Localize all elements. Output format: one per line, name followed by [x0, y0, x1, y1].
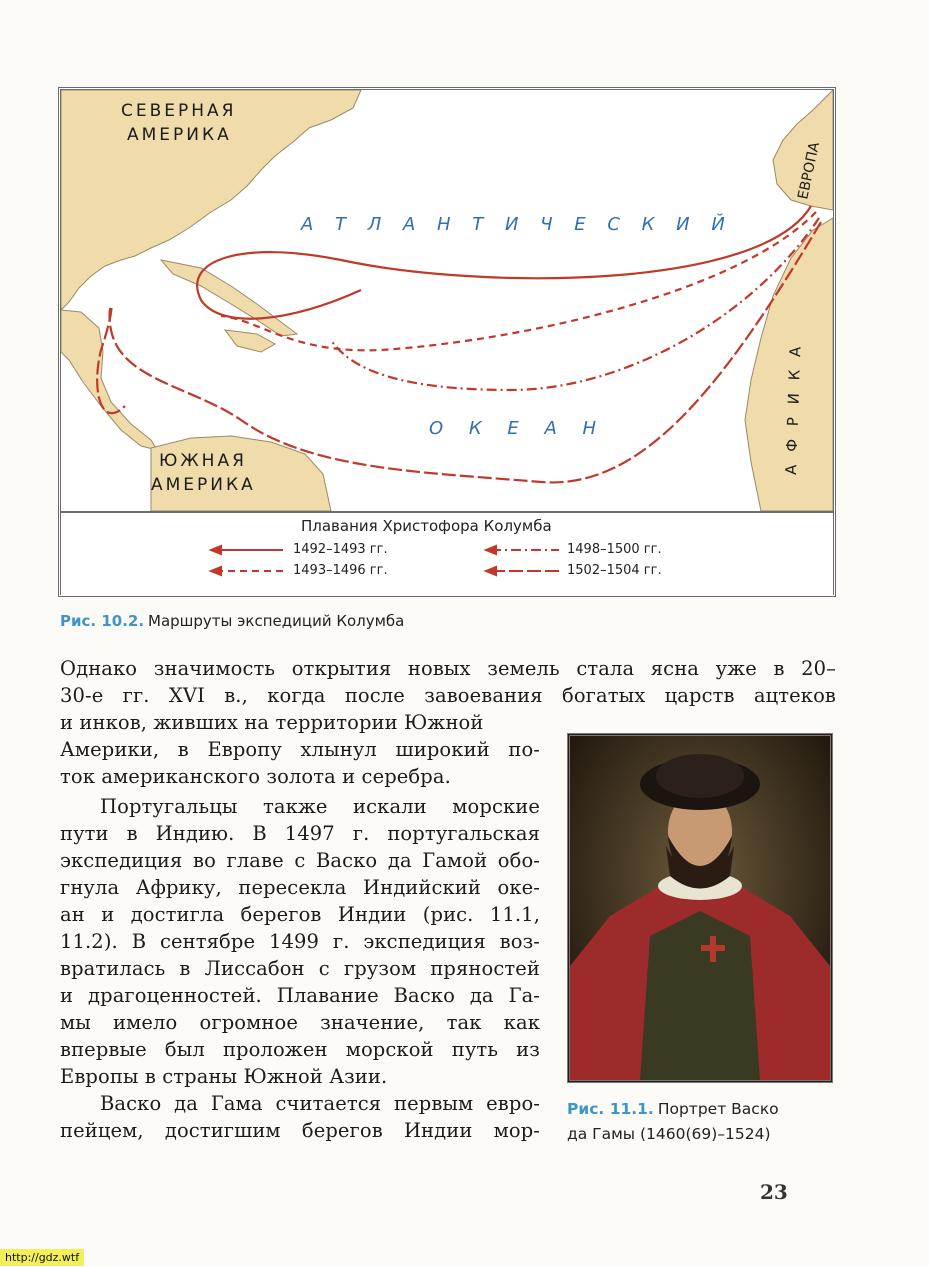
figure-10-2-number: Рис. 10.2. — [60, 612, 145, 630]
body-line-2: 30-е гг. XVI в., когда после завоевания богатых царств ацтеков — [60, 684, 836, 707]
portrait-illustration — [570, 736, 830, 1080]
legend-label-1493: 1493–1496 гг. — [293, 563, 388, 578]
label-atlantic: А Т Л А Н Т И Ч Е С К И Й — [301, 214, 733, 235]
figure-11-1-caption-line1 — [567, 1100, 779, 1118]
body-line-8: экспедиция во главе с Васко да Гамой обо- — [60, 849, 540, 872]
label-south-america-2: АМЕРИКА — [151, 475, 256, 495]
body-line-18: пейцем, достигшим берегов Индии мор- — [60, 1119, 540, 1142]
legend-title: Плавания Христофора Колумба — [301, 517, 552, 535]
body-line-1: Однако значимость открытия новых земель стала ясна уже в 20– — [60, 657, 836, 680]
body-line-6: Португальцы также искали морские — [100, 795, 540, 818]
body-line-9: гнула Африку, пересекла Индийский оке- — [60, 876, 540, 899]
label-africa: А Ф Р И К А — [782, 342, 805, 476]
figure-11-1-number: Рис. 11.1. — [567, 1100, 654, 1118]
legend-symbols — [61, 513, 833, 596]
body-line-17: Васко да Гама считается первым евро- — [100, 1092, 540, 1115]
legend-label-1492: 1492–1493 гг. — [293, 542, 388, 557]
label-south-america-1: ЮЖНАЯ — [159, 451, 247, 471]
body-line-5: ток американского золота и серебра. — [60, 765, 451, 788]
body-line-12: вратилась в Лиссабон с грузом пряностей — [60, 957, 540, 980]
page-number: 23 — [760, 1180, 788, 1204]
body-line-16: Европы в страны Южной Азии. — [60, 1065, 388, 1088]
body-line-4: Америки, в Европу хлынул широкий по- — [60, 738, 540, 761]
body-line-11: 11.2). В сентябре 1499 г. экспедиция воз- — [60, 930, 540, 953]
body-line-3: и инков, живших на территории Южной — [60, 711, 484, 734]
body-line-10: ан и достигла берегов Индии (рис. 11.1, — [60, 903, 540, 926]
site-tag[interactable]: http://gdz.wtf — [0, 1249, 84, 1266]
figure-10-2-text: Маршруты экспедиций Колумба — [148, 612, 405, 630]
body-line-13: и драгоценностей. Плавание Васко да Га- — [60, 984, 540, 1007]
columbus-map — [58, 87, 836, 597]
legend-label-1502: 1502–1504 гг. — [567, 563, 662, 578]
body-line-14: мы имело огромное значение, так как — [60, 1011, 540, 1034]
label-north-america-2: АМЕРИКА — [127, 125, 232, 145]
map-canvas — [61, 90, 833, 511]
figure-11-1-caption-line2: да Гамы (1460(69)–1524) — [567, 1125, 771, 1143]
label-ocean: О К Е А Н — [429, 418, 607, 439]
vasco-da-gama-portrait — [567, 733, 833, 1083]
legend-label-1498: 1498–1500 гг. — [567, 542, 662, 557]
label-europe: ЕВРОПА — [795, 140, 823, 201]
map-legend — [61, 511, 833, 596]
figure-11-1-text1: Портрет Васко — [657, 1100, 779, 1118]
body-line-7: пути в Индию. В 1497 г. португальская — [60, 822, 540, 845]
figure-10-2-caption — [60, 612, 404, 630]
body-line-15: впервые был проложен морской путь из — [60, 1038, 540, 1061]
label-north-america-1: СЕВЕРНАЯ — [121, 101, 237, 121]
